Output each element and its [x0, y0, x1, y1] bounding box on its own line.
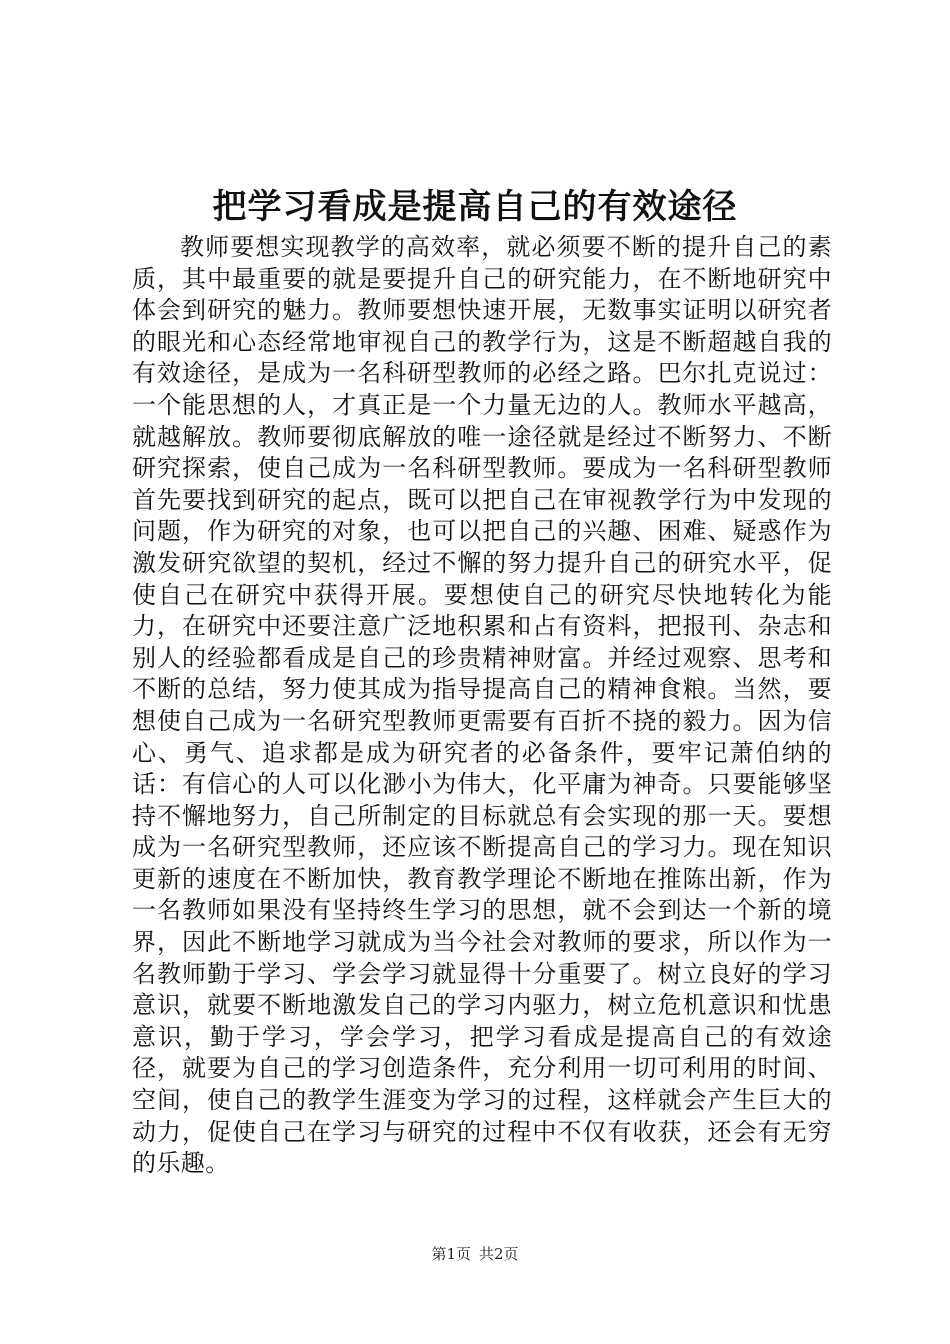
- page-footer: [0, 1244, 950, 1264]
- document-body-paragraph: 教师要想实现教学的高效率，就必须要不断的提升自己的素质，其中最重要的就是要提升自己的研究能力，在不断地研究中体会到研究的魅力。教师要想快速开展，无数事实证明以研究者的眼光和心态经常地审视自己的教学行为，这是不断超越自我的有效途径，是成为一名科研型教师的必经之路。巴尔扎克说过：一个能思想的人，才真正是一个力量无边的人。教师水平越高，就越解放。教师要彻底解放的唯一途径就是经过不断努力、不断研究探索，使自己成为一名科研型教师。要成为一名科研型教师首先要找到研究的起点，既可以把自己在审视教学行为中发现的问题，作为研究的对象，也可以把自己的兴趣、困难、疑惑作为激发研究欲望的契机，经过不懈的努力提升自己的研究水平，促使自己在研究中获得开展。要想使自己的研究尽快地转化为能力，在研究中还要注意广泛地积累和占有资料，把报刊、杂志和别人的经验都看成是自己的珍贵精神财富。并经过观察、思考和不断的总结，努力使其成为指导提高自己的精神食粮。当然，要想使自己成为一名研究型教师更需要有百折不挠的毅力。因为信心、勇气、追求都是成为研究者的必备条件，要牢记萧伯纳的话：有信心的人可以化渺小为伟大，化平庸为神奇。只要能够坚持不懈地努力，自己所制定的目标就总有会实现的那一天。要想成为一名研究型教师，还应该不断提高自己的学习力。现在知识更新的速度在不断加快，教育教学理论不断地在推陈出新，作为一名教师如果没有坚持终生学习的思想，就不会到达一个新的境界，因此不断地学习就成为当今社会对教师的要求，所以作为一名教师勤于学习、学会学习就显得十分重要了。树立良好的学习意识，就要不断地激发自己的学习内驱力，树立危机意识和忧患意识，勤于学习，学会学习，把学习看成是提高自己的有效途径，就要为自己的学习创造条件，充分利用一切可利用的时间、空间，使自己的教学生涯变为学习的过程，这样就会产生巨大的动力，促使自己在学习与研究的过程中不仅有收获，还会有无穷的乐趣。: [132, 233, 832, 1178]
- page-total: 共2页: [479, 1245, 519, 1263]
- page-number: 第1页: [431, 1245, 471, 1263]
- document-title: 把学习看成是提高自己的有效途径: [212, 187, 738, 227]
